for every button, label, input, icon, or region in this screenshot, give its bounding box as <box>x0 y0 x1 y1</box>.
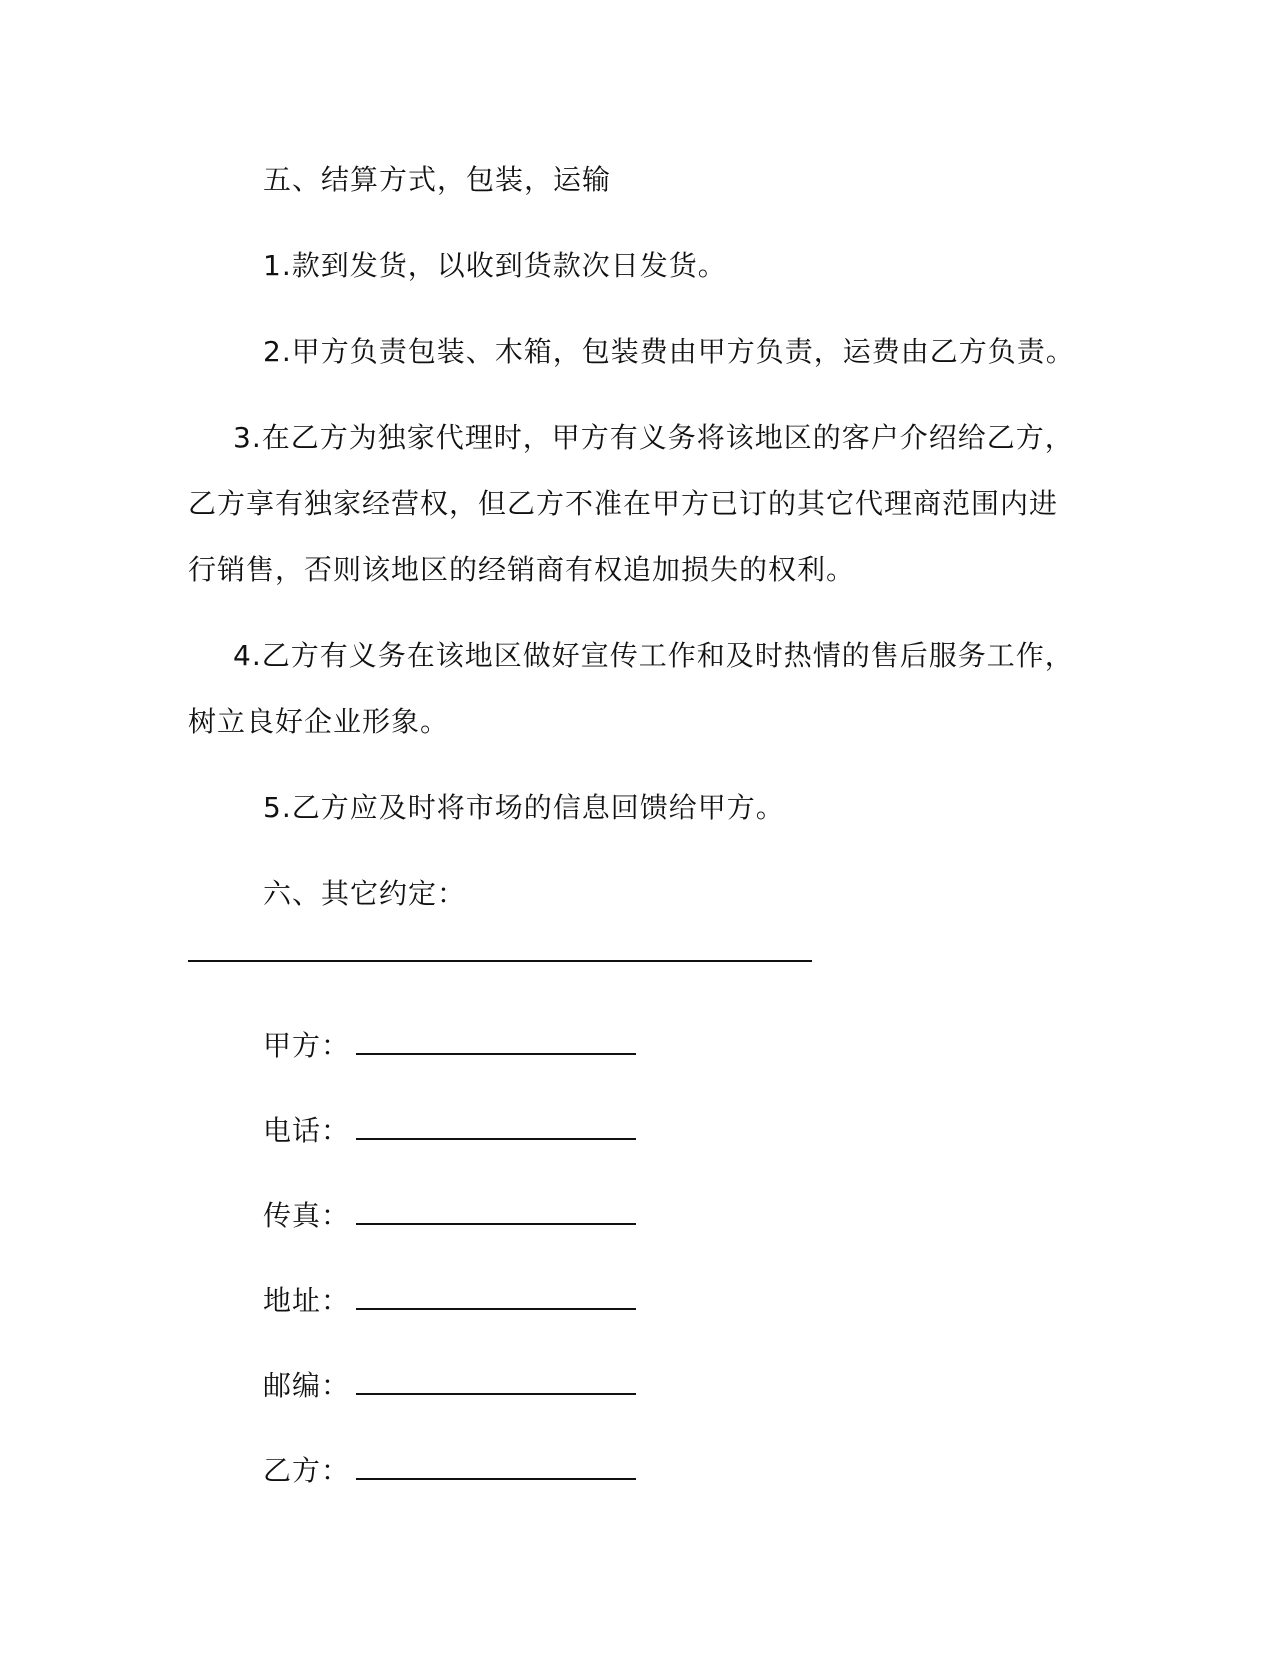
party-b-blank <box>356 1456 636 1480</box>
address-label: 地址： <box>263 1284 351 1317</box>
phone-label: 电话： <box>263 1114 351 1147</box>
postcode-field <box>263 1370 636 1402</box>
party-a-blank <box>356 1031 636 1055</box>
clause-4-line-2: 树立良好企业形象。 <box>188 705 450 738</box>
party-a-label: 甲方： <box>263 1029 351 1062</box>
postcode-blank <box>356 1371 636 1395</box>
fax-field <box>263 1200 636 1232</box>
address-blank <box>356 1286 636 1310</box>
clause-3-line-1: 3.在乙方为独家代理时，甲方有义务将该地区的客户介绍给乙方， <box>233 421 1074 454</box>
party-b-field <box>263 1455 636 1487</box>
clause-3-line-2: 乙方享有独家经营权，但乙方不准在甲方已订的其它代理商范围内进 <box>188 487 1059 520</box>
address-field <box>263 1285 636 1317</box>
other-terms-blank-line <box>188 960 812 962</box>
phone-blank <box>356 1116 636 1140</box>
party-b-label: 乙方： <box>263 1454 351 1487</box>
clause-5: 5.乙方应及时将市场的信息回馈给甲方。 <box>263 791 785 824</box>
clause-3-line-3: 行销售，否则该地区的经销商有权追加损失的权利。 <box>188 553 856 586</box>
clause-2: 2.甲方负责包装、木箱，包装费由甲方负责，运费由乙方负责。 <box>263 335 1075 368</box>
clause-4-line-1: 4.乙方有义务在该地区做好宣传工作和及时热情的售后服务工作， <box>233 639 1074 672</box>
section-heading-5: 五、结算方式，包装，运输 <box>263 163 612 196</box>
postcode-label: 邮编： <box>263 1369 351 1402</box>
fax-blank <box>356 1201 636 1225</box>
party-a-field <box>263 1030 636 1062</box>
phone-field <box>263 1115 636 1147</box>
section-heading-6: 六、其它约定： <box>263 877 467 910</box>
fax-label: 传真： <box>263 1199 351 1232</box>
clause-1: 1.款到发货，以收到货款次日发货。 <box>263 249 727 282</box>
